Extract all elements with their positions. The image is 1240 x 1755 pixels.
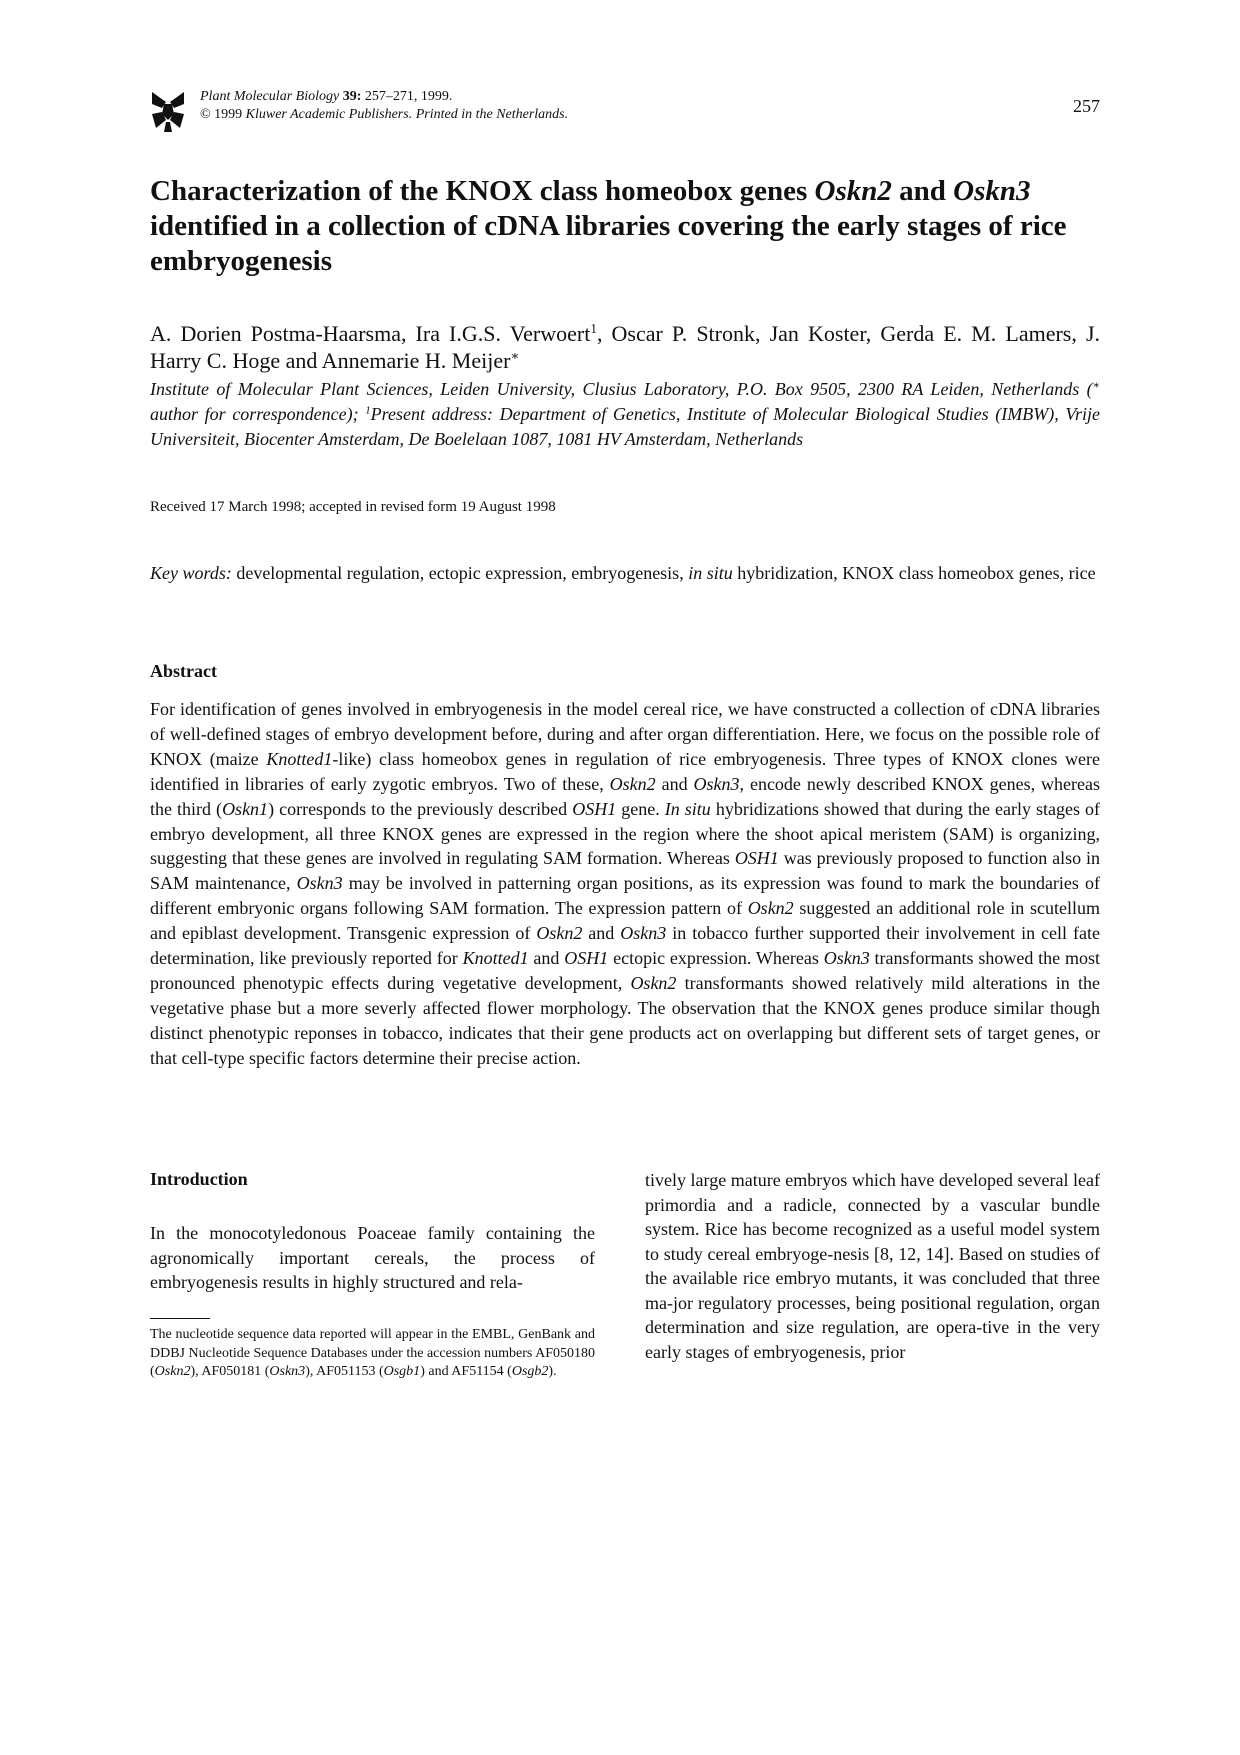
running-header [150, 88, 1100, 132]
footnote-rule [150, 1318, 210, 1319]
page-number: 257 [1073, 96, 1100, 116]
paper-title: Characterization of the KNOX class homeobox genes Oskn2 and Oskn3 identified in a collection of cDNA libraries covering the early stages of rice embryogenesis [150, 175, 1067, 277]
author-list: A. Dorien Postma-Haarsma, Ira I.G.S. Verwoert$^1$, Oscar P. Stronk, Jan Koster, Gerda E. M. Lamers, J. Harry C. Hoge and Annemarie H. Meijer∗ [150, 321, 1100, 373]
introduction-left-column: In the monocotyledonous Poaceae family containing the agronomically important cereals, the process of embryogenesis results in highly structured and rela- [150, 1223, 595, 1292]
abstract-body: For identification of genes involved in embryogenesis in the model cereal rice, we have constructed a collection of cDNA libraries of well-defined stages of embryo development before, during and after organ differentiation. Here, we focus on the possible role of KNOX (maize Knotted1-like) class homeobox genes in regulation of rice embryogenesis. Three types of KNOX clones were identified in libraries of early zygotic embryos. Two of these, Oskn2 and Oskn3, encode newly described KNOX genes, whereas the third (Oskn1) corresponds to the previously described OSH1 gene. In situ hybridizations showed that during the early stages of embryo development, all three KNOX genes are expressed in the region where the shoot apical meristem (SAM) is organizing, suggesting that these genes are involved in regulating SAM formation. Whereas OSH1 was previously proposed to function also in SAM maintenance, Oskn3 may be involved in patterning organ positions, as its expression was found to mark the boundaries of different embryonic organs following SAM formation. The expression pattern of Oskn2 suggested an additional role in scutellum and epiblast development. Transgenic expression of Oskn2 and Oskn3 in tobacco further supported their involvement in cell fate determination, like previously reported for Knotted1 and OSH1 ectopic expression. Whereas Oskn3 transformants showed the most pronounced phenotypic effects during vegetative development, Oskn2 transformants showed relatively mild alterations in the vegetative phase but a more severly affected flower morphology. The observation that the KNOX genes produce similar though distinct phenotypic reponses in tobacco, indicates that their gene products act on overlapping but different sets of target genes, or that cell-type specific factors determine their precise action. [150, 699, 1101, 1068]
footnote: The nucleotide sequence data reported will appear in the EMBL, GenBank and DDBJ Nucleotide Sequence Databases under the accession numbers AF050180 (Oskn2), AF050181 (Oskn3), AF051153 (Osgb1) and AF51154 (Osgb2). [150, 1327, 595, 1379]
affiliation: Institute of Molecular Plant Sciences, Leiden University, Clusius Laboratory, P.O. Box 9505, 2300 RA Leiden, Netherlands (∗ author for correspondence); $^1$Present address: Department of Genetics, Institute of Molecular Biological Studies (IMBW), Vrije Universiteit, Biocenter Amsterdam, De Boelelaan 1087, 1081 HV Amsterdam, Netherlands [150, 379, 1100, 449]
abstract-heading: Abstract [150, 661, 217, 681]
introduction-right-column: tively large mature embryos which have developed several leaf primordia and a radicle, connected by a vascular bundle system. Rice has become recognized as a useful model system to study cereal embryoge-nesis [8, 12, 14]. Based on studies of the available rice embryo mutants, it was concluded that three ma-jor regulatory processes, being positional regulation, organ determination and size regulation, are opera-tive in the very early stages of embryogenesis, prior [645, 1170, 1100, 1362]
introduction-heading: Introduction [150, 1169, 248, 1189]
keywords: Key words: developmental regulation, ectopic expression, embryogenesis, in situ hybridization, KNOX class homeobox genes, rice [150, 563, 1096, 583]
journal-citation: Plant Molecular Biology 39: 257–271, 1999. © 1999 Kluwer Academic Publishers. Printed in the Netherlands. [200, 89, 569, 122]
kluwer-logo-icon [150, 88, 186, 132]
received-dates: Received 17 March 1998; accepted in revised form 19 August 1998 [150, 499, 556, 515]
